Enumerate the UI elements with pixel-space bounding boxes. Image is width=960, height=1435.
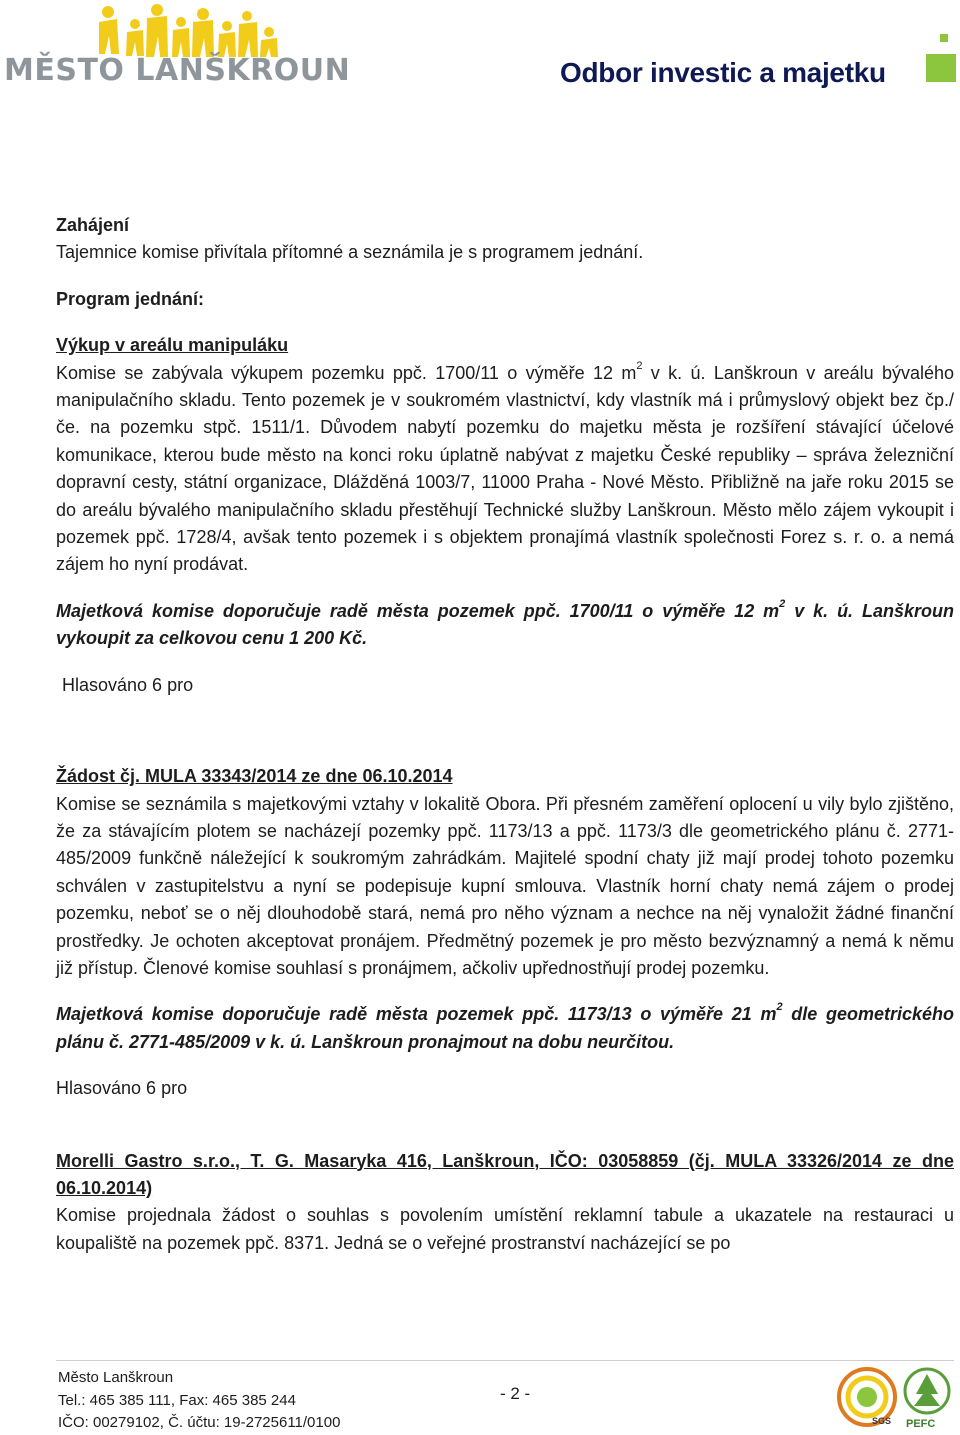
footer-divider: [56, 1360, 954, 1361]
footer-contact: [58, 1367, 340, 1435]
item3-text: Komise projednala žádost o souhlas s povolením umístění reklamní tabule a ukazatele na restauraci u koupaliště na pozemek ppč. 8371. Jedná se o veřejné prostranství nacházející se po: [56, 1205, 954, 1253]
footer-city: Město Lanškroun: [58, 1369, 174, 1386]
item1-resolution: Majetková komise doporučuje radě města pozemek ppč. 1700/11 o výměře 12 $m^2$ v k. ú. Lanškroun vykoupit za celkovou cenu 1 200 Kč.: [56, 597, 954, 649]
item1-vote: Hlasováno 6 pro: [62, 674, 194, 695]
logo-word-mesto: MĚSTO: [4, 53, 125, 88]
page-number: - 2 -: [500, 1384, 531, 1403]
green-squares-icon: [926, 34, 956, 82]
item2-vote: Hlasováno 6 pro: [56, 1078, 188, 1099]
document-body: [56, 212, 954, 1257]
sgs-label: SGS: [872, 1416, 892, 1426]
item2-resolution: Majetková komise doporučuje radě města pozemek ppč. 1173/13 o výměře 21 $m^2$ dle geometrického plánu č. 2771-485/2009 v k. ú. Lanškroun pronajmout na dobu neurčitou.: [56, 1001, 954, 1052]
city-logo: [0, 0, 351, 100]
logo-word-lanskroun: LANŠKROUN: [135, 53, 351, 88]
item1-text: Komise se zabývala výkupem pozemku ppč. 1700/11 o výměře 12 $m^2$ v k. ú. Lanškroun v areálu bývalého manipulačního skladu. Tento pozemek je v soukromém vlastnictví, kdy vlastník má i průmyslový objekt bez čp./če. na pozemku stpč. 1511/1. Důvodem nabytí pozemku do majetku města je rozšíření stávající účelové komunikace, kterou bude město na konci roku úplatně nabývat z majetku České republiky – správa železniční dopravní cesty, státní organizace, Dlážděná 1003/7, 11000 Praha - Nové Město. Přibližně na jaře roku 2015 se do areálu bývalého manipulačního skladu přestěhují Technické služby Lanškroun. Město mělo zájem vykoupit i pozemek ppč. 1728/4, avšak tento pozemek i s objektem pronajímá vlastník společnosti Forez s. r. o. a nemá zájem ho nyní prodávat.: [56, 359, 954, 575]
item3-heading: Morelli Gastro s.r.o., T. G. Masaryka 416, Lanškroun, IČO: 03058859 (čj. MULA 33326/2014 ze dne 06.10.2014): [56, 1150, 954, 1198]
item1-heading: Výkup v areálu manipuláku: [56, 335, 289, 356]
footer-ico: IČO: 00279102, Č. účtu: 19-2725611/0100: [58, 1414, 341, 1431]
program-heading: Program jednání:: [56, 288, 205, 309]
footer-phone: Tel.: 465 385 111, Fax: 465 385 244: [58, 1391, 296, 1409]
item2-text: Komise se seznámila s majetkovými vztahy v lokalitě Obora. Při přesném zaměření oplocení u vily bylo zjištěno, že za stávajícím plotem se nacházejí pozemky ppč. 1173/13 a ppč. 1173/3 dle geometrického plánu č. 2771-485/2009 funkčně náležející k soukromým zahrádkám. Majitelé spodní chaty již mají prodej tohoto pozemku schválen v zastupitelstvu a nyní se podepisuje kupní smlouva. Vlastník horní chaty nemá zájem o prodej pozemku, neboť se o něj dlouhodobě stará, nemá pro něho význam a nechce na něj vynaložit žádné finanční prostředky. Je ochoten akceptovat pronájem. Předmětný pozemek je pro město bezvýznamný a nemá k němu již přístup. Členové komise souhlasí s pronájmem, ačkoliv upřednostňují prodej pozemku.: [56, 793, 954, 978]
item2-heading: Žádost čj. MULA 33343/2014 ze dne 06.10.2014: [56, 766, 453, 787]
opening-text: Tajemnice komise přivítala přítomné a seznámila je s programem jednání.: [56, 242, 644, 263]
opening-heading: Zahájení: [56, 215, 130, 235]
pefc-label: PEFC: [906, 1418, 936, 1430]
department-title: Odbor investic a majetku: [560, 57, 886, 88]
pefc-tree-icon: [902, 1366, 952, 1416]
city-logo-wordmark: [4, 53, 350, 88]
